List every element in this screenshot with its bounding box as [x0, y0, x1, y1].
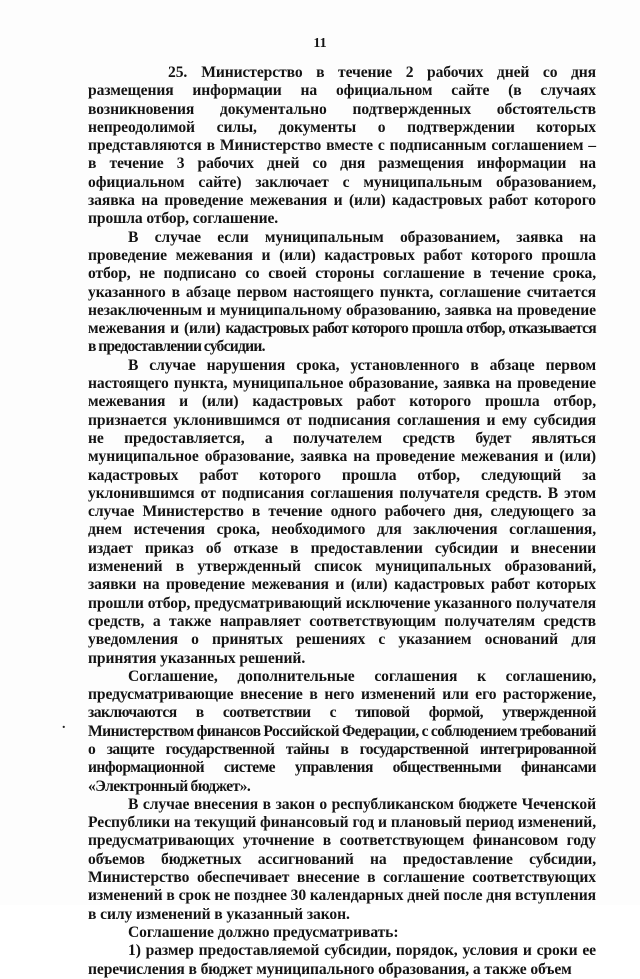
paragraph-text: Соглашение, дополнительные соглашения к соглашению, предусматривающие внесение в него изменений или его расторжение, — [88, 667, 596, 704]
paragraph-unsigned-agreement — [88, 229, 596, 357]
paragraph-text-condensed: заключаются в соответствии с типовой формой, утвержденной Министерством финансов Российской Федерации, с соблюдением требований о защите государственной тайны в государственной интегрированной информационной системе управления общественными финансами «Электронный бюджет». — [88, 704, 596, 795]
paragraph-text-condensed: кадастровых работ которого прошла отбор, отказывается в предоставлении субсидии. — [88, 320, 596, 356]
margin-mark: . — [62, 717, 66, 732]
page-number: 11 — [313, 36, 327, 51]
paragraph-25 — [88, 64, 596, 229]
paragraph-text: 1) размер предоставляемой субсидии, порядок, условия и сроки ее перечисления в бюджет муниципального образования, а также объем — [88, 942, 596, 978]
paragraph-text: В случае нарушения срока, установленного в абзаце первом настоящего пункта, муниципальное образование, заявка на проведение межевания и (или) кадастровых работ которого прошла отбор, признается уклонившимся от подписания соглашения и ему субсидия не предоставляется, а получателем средств будет являться муниципальное образование, заявка на проведение межевания и (или) кадастровых работ которого прошла отбор, следующий за уклонившимся от подписания соглашения получателя средств. В этом случае Министерство в течение одного рабочего дня, следующего за днем истечения срока, необходимого для заключения соглашения, издает приказ об отказе в предоставлении субсидии и внесении изменений в утвержденный список муниципальных образований, заявки на проведение межевания и (или) кадастровых работ которых прошли отбор, предусматривающий исключение указанного получателя средств, а также направляет соответствующим получателям средств уведомления о принятых решениях с указанием оснований для принятия указанных решений. — [88, 356, 596, 667]
paragraph-text: В случае внесения в закон о республиканском бюджете Чеченской Республики на текущий финансовый год и плановый период изменений, предусматривающих уточнение в соответствующем финансовом году объемов бюджетных ассигнований на предоставление субсидии, Министерство обеспечивает внесение в соглашение соответствующих изменений в срок не позднее 30 календарных дней после дня вступления в силу изменений в указанный закон. — [88, 795, 596, 923]
paragraph-item-1 — [88, 942, 596, 979]
paragraph-number: 25. — [168, 64, 188, 81]
paragraph-deadline-violation — [88, 357, 596, 668]
document-body — [88, 64, 596, 979]
paragraph-text: В случае если муниципальным образованием, заявка на проведение межевания и (или) кадастровых работ которого прошла отбор, не подписано со своей стороны соглашение в течение срока, указанного в абзаце первом настоящего пункта, соглашение считается незаключенным и муниципальному образованию, заявка на проведение межевания и (или) — [88, 228, 596, 338]
paragraph-agreement-content — [88, 924, 596, 942]
paragraph-text: Соглашение должно предусматривать: — [128, 923, 399, 941]
paragraph-text: Министерство в течение 2 рабочих дней со дня размещения информации на официальном сайте (в случаях возникновения документально подтвержденных обстоятельств непреодолимой силы, документы о подтверждении которых представляются в Министерство вместе с подписанным соглашением – в течение 3 рабочих дней со дня размещения информации на официальном сайте) заключает с муниципальным образованием, заявка на проведение межевания и (или) кадастровых работ которого прошла отбор, соглашение. — [88, 64, 596, 228]
paragraph-agreement-form — [88, 668, 596, 796]
